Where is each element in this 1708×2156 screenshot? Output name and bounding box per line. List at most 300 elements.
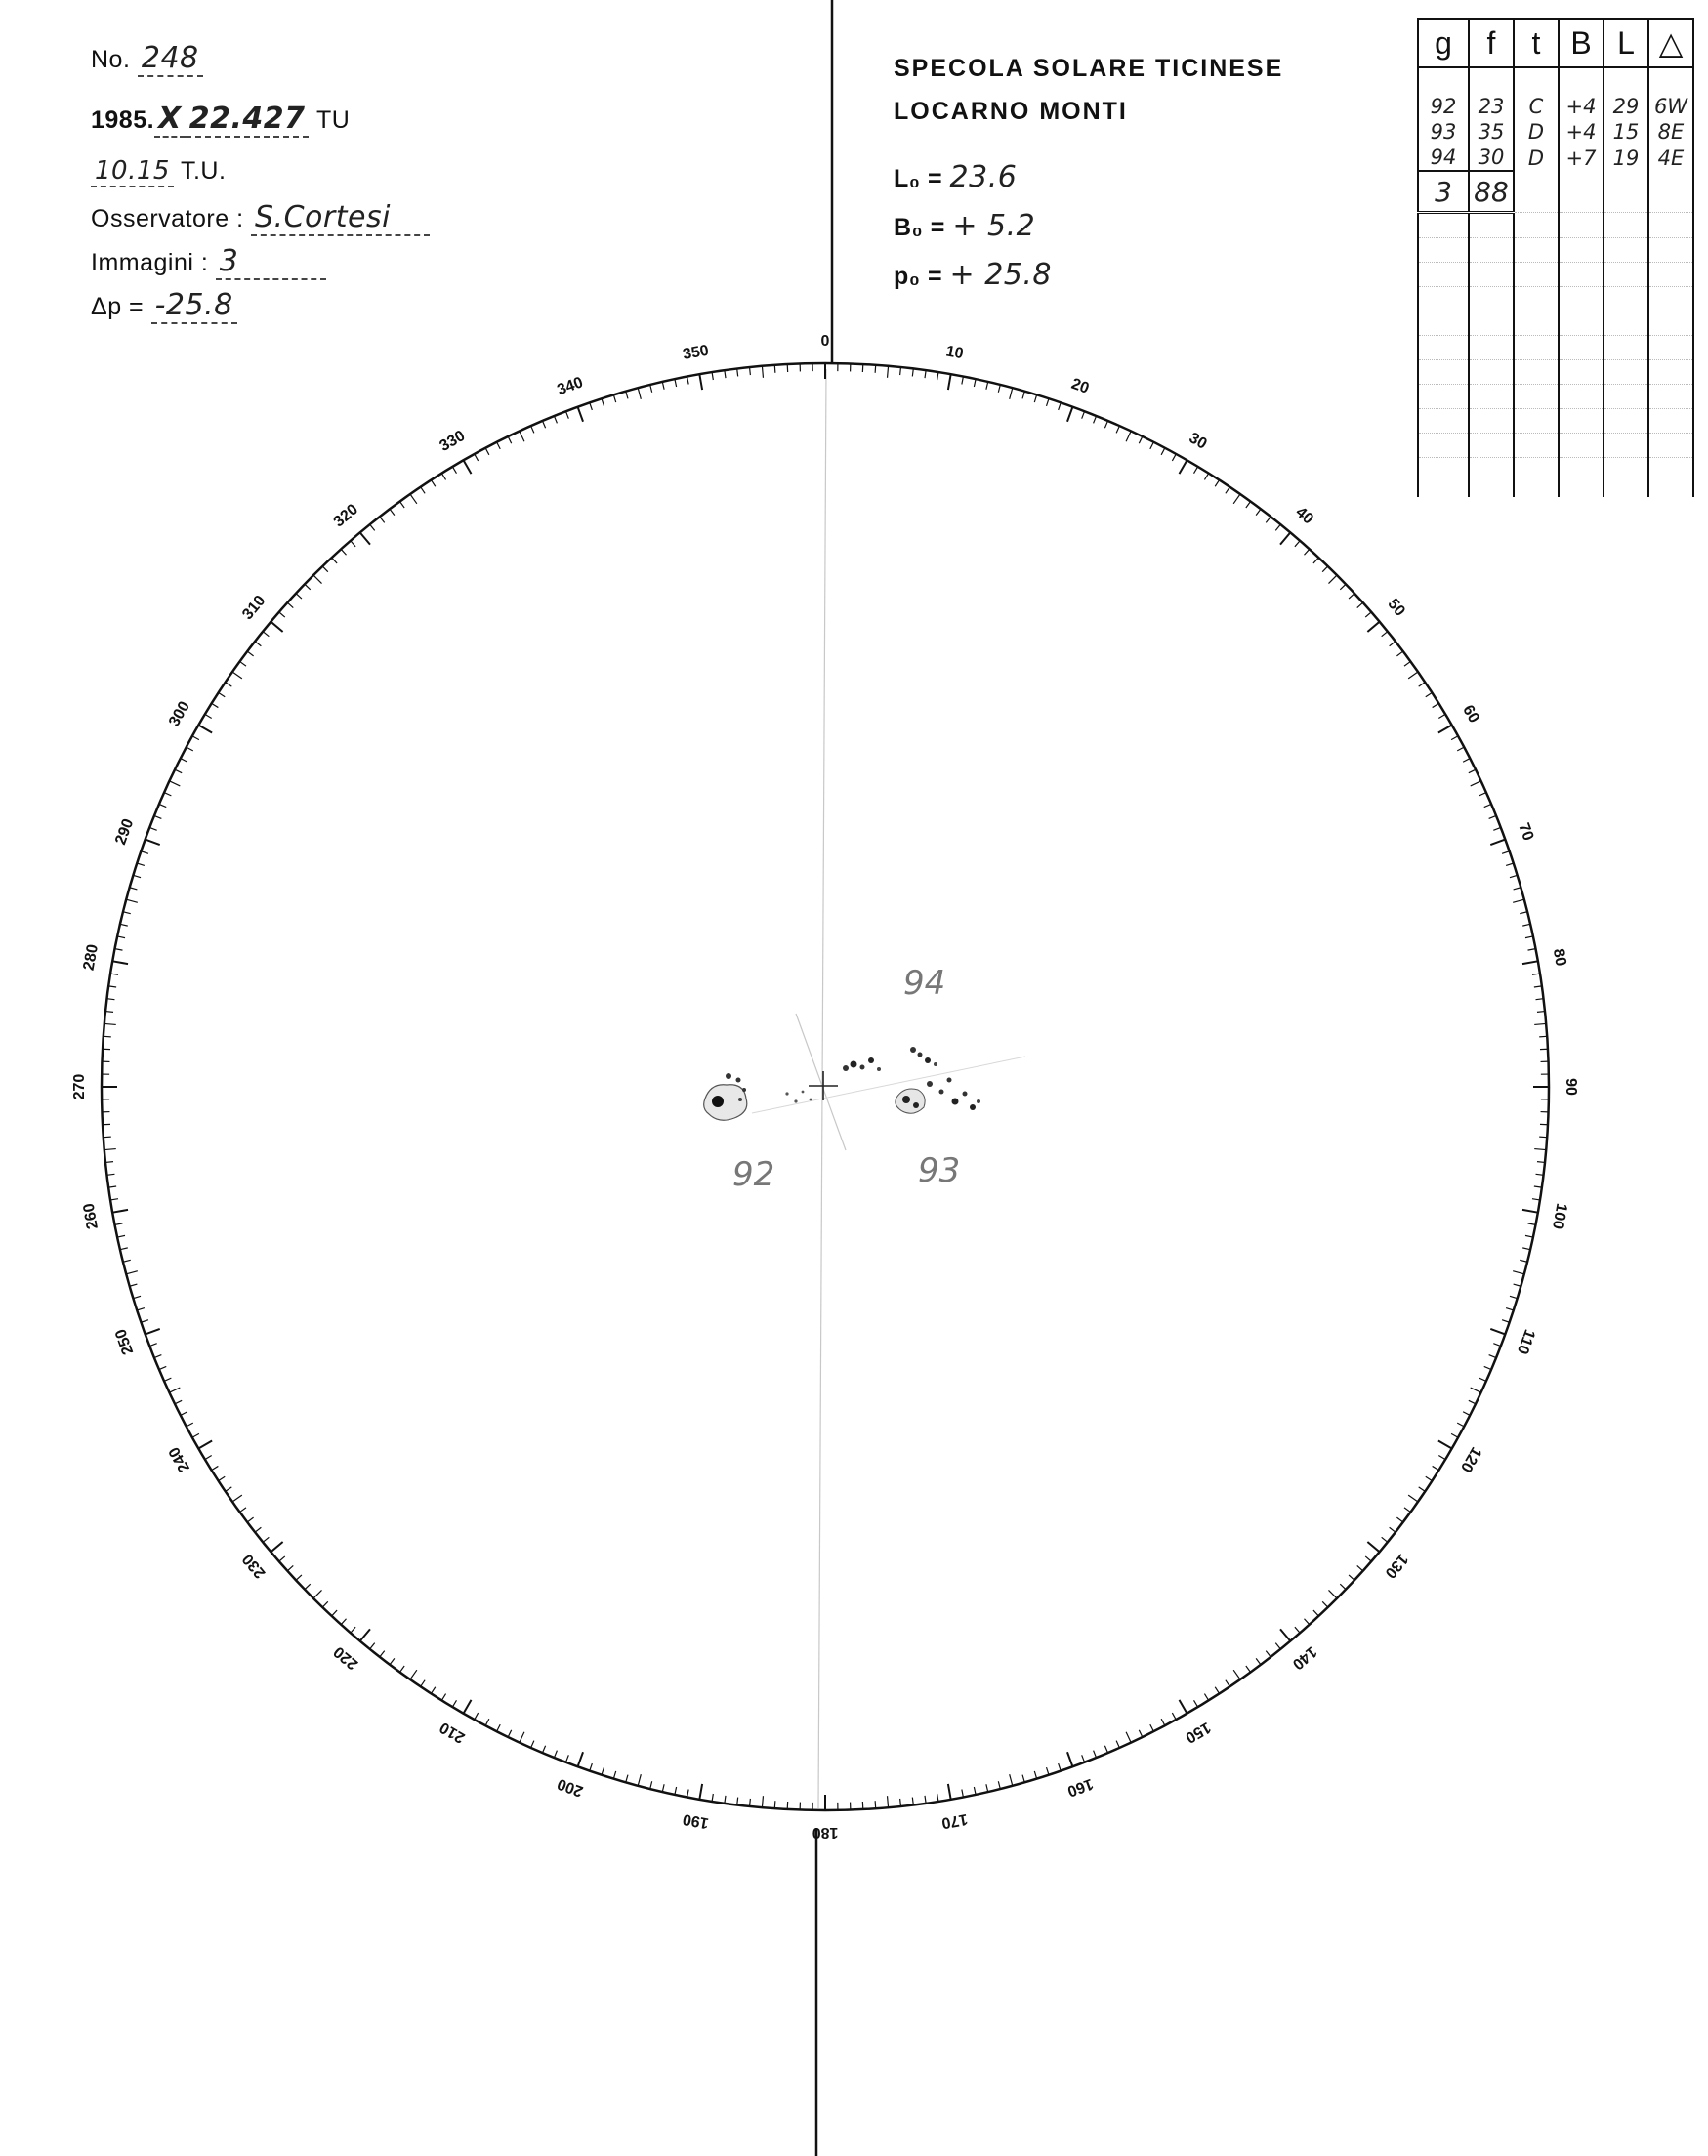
scale-label: 240 xyxy=(165,1443,194,1475)
scale-tick xyxy=(1280,532,1290,544)
scale-tick xyxy=(263,1537,269,1542)
scale-tick xyxy=(1365,1556,1371,1561)
scale-label: 230 xyxy=(239,1550,270,1582)
scale-tick xyxy=(212,703,219,707)
scale-label: 310 xyxy=(239,592,270,624)
scale-tick xyxy=(626,1775,628,1783)
scale-tick xyxy=(421,1680,425,1687)
scale-tick xyxy=(1328,1590,1336,1597)
scale-tick xyxy=(1226,487,1229,494)
scale-tick xyxy=(1489,815,1496,818)
scale-tick xyxy=(888,366,889,378)
total-spots: 88 xyxy=(1469,171,1514,213)
scale-tick xyxy=(900,1799,901,1806)
P0-value: + 25.8 xyxy=(949,258,1053,292)
scale-label: 130 xyxy=(1381,1550,1411,1582)
scale-tick xyxy=(1194,467,1198,474)
cell: 15 xyxy=(1604,119,1648,145)
scale-tick xyxy=(1513,1271,1524,1274)
cell: 35 xyxy=(1469,119,1514,145)
scale-tick xyxy=(1256,509,1261,515)
scale-tick xyxy=(154,1355,161,1358)
scale-tick xyxy=(441,1694,445,1701)
scale-tick xyxy=(998,1781,1000,1789)
scale-tick xyxy=(1522,1248,1530,1250)
scale-tick xyxy=(380,1651,385,1657)
scale-tick xyxy=(431,480,435,487)
scale-tick xyxy=(159,804,166,807)
scale-tick xyxy=(1215,480,1219,487)
scale-tick xyxy=(1534,1186,1542,1187)
scale-tick xyxy=(141,851,148,854)
L0-value: 23.6 xyxy=(949,160,1018,194)
time-suffix: T.U. xyxy=(180,157,227,185)
scale-tick xyxy=(1539,1137,1547,1138)
scale-tick xyxy=(1528,1223,1536,1225)
scale-tick xyxy=(305,584,311,590)
scale-tick xyxy=(1382,1537,1388,1542)
scale-tick xyxy=(1322,1601,1328,1607)
scale-tick xyxy=(1082,1755,1085,1762)
scale-tick xyxy=(590,1763,593,1771)
scale-tick xyxy=(192,736,199,740)
scale-tick xyxy=(650,385,652,393)
scale-label: 40 xyxy=(1292,504,1316,528)
scale-tick xyxy=(1390,642,1396,646)
header-f: f xyxy=(1469,19,1514,67)
scale-tick xyxy=(464,1700,472,1714)
scale-tick xyxy=(198,1441,212,1449)
scale-tick xyxy=(169,1388,180,1392)
scale-tick xyxy=(1525,1235,1533,1237)
scale-tick xyxy=(247,1517,253,1522)
scale-tick xyxy=(1493,827,1500,830)
scale-tick xyxy=(410,494,417,504)
scale-tick xyxy=(1204,1694,1208,1701)
date-day: 22.427 xyxy=(186,102,310,138)
scale-tick xyxy=(205,1456,212,1460)
scale-tick xyxy=(313,1590,321,1597)
scale-tick xyxy=(520,1732,524,1743)
scale-tick xyxy=(117,1235,125,1237)
scale-tick xyxy=(1438,1456,1445,1460)
scale-tick xyxy=(1022,392,1024,399)
scale-tick xyxy=(271,622,282,632)
delta-p-label: Δp = xyxy=(91,293,145,320)
date-month: X xyxy=(154,102,186,138)
scale-label: 160 xyxy=(1064,1774,1096,1800)
scale-tick xyxy=(1451,736,1458,740)
scale-tick xyxy=(937,372,938,380)
scale-tick xyxy=(146,840,160,845)
cell: 93 xyxy=(1418,119,1469,145)
scale-tick xyxy=(750,1799,751,1806)
scale-tick xyxy=(232,1495,242,1502)
scale-tick xyxy=(1116,426,1119,433)
scale-tick xyxy=(133,875,141,877)
scale-tick xyxy=(1367,1542,1379,1552)
scale-label: 180 xyxy=(812,1823,839,1841)
scale-tick xyxy=(699,1784,702,1800)
scale-tick xyxy=(687,377,689,385)
scale-tick xyxy=(296,1575,302,1580)
scale-tick xyxy=(485,1719,489,1725)
scale-tick xyxy=(360,532,370,544)
scale-tick xyxy=(240,661,246,666)
header-t: t xyxy=(1514,19,1559,67)
scale-tick xyxy=(531,426,534,433)
penumbra xyxy=(704,1085,747,1120)
scale-tick xyxy=(1194,1700,1198,1707)
scale-tick xyxy=(1484,1366,1491,1369)
scale-tick xyxy=(279,612,285,617)
cell: +7 xyxy=(1559,145,1604,171)
scale-tick xyxy=(1419,683,1426,686)
umbra xyxy=(712,1096,724,1107)
scale-tick xyxy=(226,1487,232,1491)
scale-tick xyxy=(107,1174,115,1175)
scale-tick xyxy=(1139,1730,1143,1737)
scale-tick xyxy=(1139,436,1143,443)
scale-tick xyxy=(485,448,489,455)
scale-tick xyxy=(1266,1651,1271,1657)
scale-tick xyxy=(105,1012,113,1013)
scale-tick xyxy=(1022,1775,1024,1783)
scale-tick xyxy=(925,1796,926,1804)
scale-tick xyxy=(240,1508,246,1513)
scale-tick xyxy=(1493,1344,1500,1347)
group-label-92: 92 xyxy=(732,1155,775,1194)
scale-tick xyxy=(287,1565,293,1570)
scale-tick xyxy=(322,566,328,572)
cell: 6W xyxy=(1648,94,1693,119)
scale-tick xyxy=(1522,961,1538,964)
scale-label: 30 xyxy=(1186,430,1210,453)
scale-tick xyxy=(107,999,115,1000)
scale-tick xyxy=(1304,549,1309,555)
scale-tick xyxy=(1463,759,1470,763)
scale-tick xyxy=(1349,1575,1354,1580)
sunspot-group-92 xyxy=(704,1073,747,1120)
scale-tick xyxy=(1426,1476,1433,1480)
scale-tick xyxy=(380,517,385,522)
scale-tick xyxy=(1408,672,1418,679)
scale-tick xyxy=(263,632,269,637)
date-year: 1985. xyxy=(91,106,155,134)
scale-tick xyxy=(104,1036,111,1037)
images-label: Immagini : xyxy=(91,249,209,276)
scale-tick xyxy=(725,370,726,378)
scale-tick xyxy=(974,1787,976,1795)
cell: 29 xyxy=(1604,94,1648,119)
scale-tick xyxy=(1382,632,1388,637)
scale-tick xyxy=(578,1752,583,1766)
scale-tick xyxy=(737,369,738,377)
observer-label: Osservatore : xyxy=(91,205,244,232)
scale-tick xyxy=(164,1378,171,1381)
cell: +4 xyxy=(1559,119,1604,145)
sunspot-group-94 xyxy=(843,1047,937,1071)
cell: 94 xyxy=(1418,145,1469,171)
scale-tick xyxy=(452,467,456,474)
scale-tick xyxy=(1094,1751,1097,1758)
scale-tick xyxy=(1059,1763,1062,1771)
scale-tick xyxy=(1390,1527,1396,1532)
scale-tick xyxy=(1204,474,1208,480)
scale-tick xyxy=(370,524,375,530)
images-value: 3 xyxy=(216,244,327,280)
scale-tick xyxy=(133,1296,141,1298)
scale-tick xyxy=(255,1527,261,1532)
scale-tick xyxy=(774,365,775,373)
scale-tick xyxy=(341,1619,346,1625)
scale-tick xyxy=(1536,999,1544,1000)
header-L: L xyxy=(1604,19,1648,67)
scale-tick xyxy=(750,367,751,375)
scale-tick xyxy=(888,1796,889,1807)
scale-tick xyxy=(146,1329,160,1334)
scale-tick xyxy=(1280,1629,1290,1640)
scale-tick xyxy=(351,541,355,547)
scale-tick xyxy=(542,421,545,428)
scale-tick xyxy=(452,1700,456,1707)
scale-tick xyxy=(115,949,123,951)
scale-label: 50 xyxy=(1384,596,1408,620)
scale-tick xyxy=(602,398,604,406)
scale-tick xyxy=(1233,1670,1240,1679)
scale-tick xyxy=(1426,692,1433,696)
scale-tick xyxy=(613,1771,615,1779)
orientation-line xyxy=(796,1014,846,1150)
scale-tick xyxy=(1233,494,1240,504)
spot xyxy=(736,1078,741,1083)
cell: D xyxy=(1514,145,1559,171)
scale-tick xyxy=(578,407,583,422)
cell: 4E xyxy=(1648,145,1693,171)
delta-p-value: -25.8 xyxy=(151,288,237,324)
scale-label: 220 xyxy=(330,1642,362,1673)
scale-tick xyxy=(1534,1023,1546,1024)
scale-tick xyxy=(141,1320,148,1323)
scale-tick xyxy=(1484,804,1491,807)
scale-tick xyxy=(1490,840,1505,845)
scale-tick xyxy=(1150,1724,1154,1731)
scale-tick xyxy=(1161,448,1165,455)
scale-tick xyxy=(737,1798,738,1805)
scale-tick xyxy=(410,1670,417,1679)
header-B: B xyxy=(1559,19,1604,67)
scale-label: 100 xyxy=(1548,1201,1570,1231)
equator-line xyxy=(752,1057,1025,1113)
scale-label: 150 xyxy=(1182,1718,1214,1747)
scale-tick xyxy=(1463,1412,1470,1416)
scale-tick xyxy=(508,1730,512,1737)
scale-label: 170 xyxy=(939,1809,970,1832)
scale-tick xyxy=(390,1658,395,1664)
scale-tick xyxy=(360,1629,370,1640)
scale-tick xyxy=(169,781,180,786)
scale-tick xyxy=(120,1248,128,1250)
scale-tick xyxy=(962,1790,964,1798)
scale-tick xyxy=(322,1601,328,1607)
scale-tick xyxy=(1489,1355,1496,1358)
scale-label: 260 xyxy=(80,1201,103,1231)
scale-tick xyxy=(205,714,212,718)
scale-tick xyxy=(351,1627,355,1633)
scale-tick xyxy=(590,402,593,410)
scale-tick xyxy=(390,509,395,515)
scale-tick xyxy=(1313,1610,1318,1616)
scale-label: 0 xyxy=(820,333,830,351)
scale-tick xyxy=(181,1412,187,1416)
scale-tick xyxy=(962,377,964,385)
scale-tick xyxy=(187,747,193,751)
observer-value: S.Cortesi xyxy=(251,200,430,236)
scale-label: 200 xyxy=(555,1774,586,1800)
scale-tick xyxy=(399,502,404,508)
scale-tick xyxy=(475,1713,479,1720)
scale-tick xyxy=(341,549,346,555)
scale-tick xyxy=(1010,1774,1013,1786)
scale-tick xyxy=(1536,1174,1544,1175)
scale-tick xyxy=(875,365,876,373)
scale-tick xyxy=(650,1781,652,1789)
scale-tick xyxy=(1520,912,1527,914)
scale-tick xyxy=(126,1271,138,1274)
scale-tick xyxy=(1082,411,1085,418)
scale-tick xyxy=(149,827,156,830)
scale-tick xyxy=(1126,431,1131,441)
scale-tick xyxy=(1537,1162,1545,1163)
scale-tick xyxy=(421,487,425,494)
scale-tick xyxy=(554,1751,557,1758)
date-suffix: TU xyxy=(315,106,351,134)
scale-tick xyxy=(212,1466,219,1470)
scale-tick xyxy=(441,474,445,480)
spot xyxy=(738,1098,742,1101)
scale-tick xyxy=(232,672,242,679)
spot xyxy=(742,1088,746,1092)
P0-label: p₀ = xyxy=(894,263,943,290)
scale-tick xyxy=(662,1784,664,1792)
scale-tick xyxy=(1295,541,1300,547)
scale-tick xyxy=(1433,1466,1439,1470)
scale-label: 120 xyxy=(1456,1443,1485,1475)
scale-tick xyxy=(219,692,226,696)
cell: 8E xyxy=(1648,119,1693,145)
scale-tick xyxy=(1506,1308,1514,1310)
scale-tick xyxy=(613,394,615,402)
scale-tick xyxy=(1047,398,1049,406)
scale-tick xyxy=(1104,1746,1107,1753)
scale-tick xyxy=(925,370,926,378)
scale-tick xyxy=(1514,888,1521,890)
scale-label: 210 xyxy=(437,1718,469,1747)
scale-tick xyxy=(1328,575,1336,583)
scale-tick xyxy=(1116,1741,1119,1748)
scale-tick xyxy=(104,1149,116,1150)
scale-tick xyxy=(638,1774,641,1786)
scale-tick xyxy=(1034,394,1036,402)
scale-tick xyxy=(175,769,182,773)
scale-tick xyxy=(1215,1687,1219,1694)
scale-tick xyxy=(875,1801,876,1808)
scale-tick xyxy=(1094,416,1097,423)
scale-tick xyxy=(1349,594,1354,599)
scale-tick xyxy=(105,1162,113,1163)
scale-label: 330 xyxy=(437,427,469,456)
scale-tick xyxy=(1438,726,1452,733)
scale-tick xyxy=(1438,714,1445,718)
spot xyxy=(726,1073,731,1079)
scale-tick xyxy=(520,431,524,441)
scale-tick xyxy=(1490,1329,1505,1334)
scale-tick xyxy=(123,1260,131,1262)
scale-label: 60 xyxy=(1459,702,1482,726)
scale-tick xyxy=(332,558,337,563)
scale-tick xyxy=(762,366,763,378)
scale-tick xyxy=(1313,558,1318,563)
scale-tick xyxy=(912,369,913,377)
scale-tick xyxy=(531,1741,534,1748)
scale-tick xyxy=(1357,1565,1363,1570)
scale-tick xyxy=(1126,1732,1131,1743)
scale-tick xyxy=(108,986,116,987)
scale-tick xyxy=(1510,875,1518,877)
group-label-93: 93 xyxy=(918,1151,961,1190)
scale-tick xyxy=(937,1794,938,1802)
scale-tick xyxy=(192,1433,199,1437)
scale-tick xyxy=(1172,454,1176,461)
scale-tick xyxy=(137,863,145,865)
scale-tick xyxy=(508,436,512,443)
scale-tick xyxy=(1275,524,1280,530)
scale-tick xyxy=(675,379,677,387)
scale-tick xyxy=(1010,388,1013,399)
scale-tick xyxy=(1266,517,1271,522)
time-value: 10.15 xyxy=(91,156,174,187)
scale-tick xyxy=(219,1476,226,1480)
scale-tick xyxy=(332,1610,337,1616)
scale-tick xyxy=(271,1542,282,1552)
scale-tick xyxy=(1522,1210,1538,1213)
scale-tick xyxy=(130,888,138,890)
scale-label: 340 xyxy=(555,374,586,399)
scale-tick xyxy=(712,1794,713,1802)
scale-tick xyxy=(626,392,628,399)
cell: 30 xyxy=(1469,145,1514,171)
scale-label: 290 xyxy=(112,816,138,848)
record-number-label: No. xyxy=(91,46,131,73)
scale-tick xyxy=(948,1784,951,1800)
scale-tick xyxy=(986,1784,988,1792)
B0-label: B₀ = xyxy=(894,214,945,241)
scale-label: 350 xyxy=(681,342,711,364)
scale-tick xyxy=(149,1344,156,1347)
cell: D xyxy=(1514,119,1559,145)
header-g: g xyxy=(1418,19,1469,67)
scale-label: 20 xyxy=(1068,375,1092,397)
penumbra xyxy=(896,1089,925,1113)
scale-tick xyxy=(687,1790,689,1798)
scale-tick xyxy=(1357,602,1363,607)
scale-tick xyxy=(1457,1423,1464,1427)
scale-tick xyxy=(1067,1752,1072,1766)
scale-tick xyxy=(1322,566,1328,572)
scale-tick xyxy=(1438,1441,1452,1449)
scale-tick xyxy=(1404,1508,1410,1513)
scale-tick xyxy=(1365,612,1371,617)
